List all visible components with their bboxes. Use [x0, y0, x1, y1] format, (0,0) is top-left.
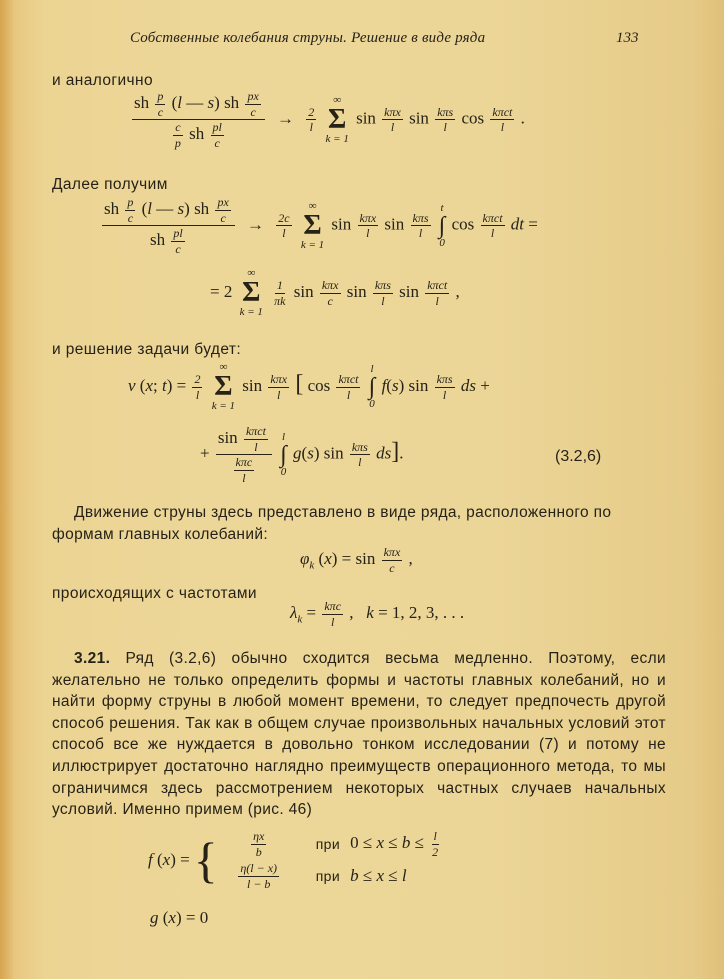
paragraph-3-21 — [52, 648, 666, 821]
equation-g-zero: g (x) = 0 — [150, 908, 209, 927]
sum-symbol: ∞ Σ k = 1 — [300, 199, 325, 251]
running-title: Собственные колебания струны. Решение в виде ряда — [130, 30, 486, 46]
sum-symbol: ∞ Σ k = 1 — [239, 267, 263, 318]
integral-symbol: l ∫ 0 — [280, 430, 287, 478]
eq1-arrow: → — [277, 108, 295, 128]
sum-symbol: ∞ Σ k = 1 — [211, 361, 236, 412]
paragraph-3-21-text: Ряд (3.2,6) обычно сходится весьма медленно. Поэтому, если желательно не только определить формы и частоты главных колебаний, но и найти форму струны в любой момент времени, то следует предпочесть другой способ решения. Так как в общем случае произвольных начальных условий этот способ все же нуждается в довольно тонком исследовании (7) и потому не иллюстрирует достаточно наглядно преимуществ операционного метода, то мы ограничимся здесь рассмотрением некоторых частных случаев начальных условий. Именно примем (рис. 46) — [52, 650, 666, 819]
page-edge-stain — [0, 0, 14, 979]
equation-4-line-2: + sin $\frac{\text{kπct}}{l}$ $\frac{\text{kπc}}{l}$ l ∫ 0 g(s) sin $\frac{\text{kπs}}{l}$ ds]. — [200, 424, 404, 485]
integral-symbol: t ∫ 0 — [438, 201, 446, 249]
sum-symbol: ∞ Σ k = 1 — [325, 93, 349, 145]
paragraph-string-motion: Движение струны здесь представлено в виде ряда, расположенного по формам главных колебаний: — [52, 504, 612, 543]
text-line-solution: и решение задачи будет: — [52, 341, 242, 358]
equation-6: $\lambda_k$ = $\frac{\text{kπc}}{l}$ , k = 1, 2, 3, . . . — [290, 599, 465, 629]
section-number: 3.21. — [74, 650, 111, 667]
text-line-frequencies: происходящих с частотами — [52, 585, 257, 602]
integral-symbol: l ∫ 0 — [368, 363, 376, 410]
equation-2: sh $\frac{p}{c}$ (l — s) sh $\frac{px}{c}$ sh $\frac{pl}{c}$ → $\frac{2c}{l}$ ∞ Σ k = 1 sin $\frac{\text{kπx}}{l}$ sin $\frac{\text{kπs}}{l}$ t ∫ 0 cos $\frac{\text{kπct}}{l}$ dt = — [104, 195, 538, 256]
page-number: 133 — [616, 30, 639, 46]
eq2-arrow: → — [247, 214, 265, 234]
equation-number: (3.2,6) — [555, 448, 602, 465]
text-line-analogously: и аналогично — [52, 72, 153, 89]
equation-7-piecewise: f (x) = { $\frac{\eta x}{b}$ при 0 ≤ x ≤ b ≤ $\frac{l}{2}$ $\frac{\eta(l - x)}{l - b}$ при b ≤ x ≤ l — [148, 829, 439, 891]
equation-5: $\varphi_k$ (x) = sin $\frac{\text{kπx}}{c}$ , — [300, 545, 413, 575]
eq1-lhs-fraction: sh $\frac{p}{c}$ (l — s) sh $\frac{px}{c}$ $\frac{c}{p}$ sh $\frac{pl}{c}$ — [132, 90, 265, 149]
equation-1: sh $\frac{p}{c}$ (l — s) sh $\frac{px}{c}$ $\frac{c}{p}$ sh $\frac{pl}{c}$ → $\frac{2}{l}$ ∞ Σ k = 1 sin $\frac{\text{kπx}}{l}$ sin $\frac{\text{kπs}}{l}$ cos $\frac{\text{kπct}}{l}$ . — [134, 89, 525, 150]
eq2-lhs-fraction: sh $\frac{p}{c}$ (l — s) sh $\frac{px}{c}$ sh $\frac{pl}{c}$ — [102, 196, 235, 255]
eq4-sin-fraction: sin $\frac{\text{kπct}}{l}$ $\frac{\text{kπc}}{l}$ — [216, 425, 272, 484]
equation-4-line-1: v (x; t) = $\frac{2}{l}$ ∞ Σ k = 1 sin $\frac{\text{kπx}}{l}$ [ cos $\frac{\text{kπct}}{l}$ l ∫ 0 f(s) sin $\frac{\text{kπs}}{l}$ ds + — [128, 361, 490, 412]
left-brace: { — [193, 832, 218, 889]
equation-3: = 2 ∞ Σ k = 1 $\frac{1}{\pi k}$ sin $\frac{\text{kπx}}{c}$ sin $\frac{\text{kπs}}{l}$ sin $\frac{\text{kπct}}{l}$ , — [210, 267, 460, 318]
text-line-further: Далее получим — [52, 176, 168, 193]
